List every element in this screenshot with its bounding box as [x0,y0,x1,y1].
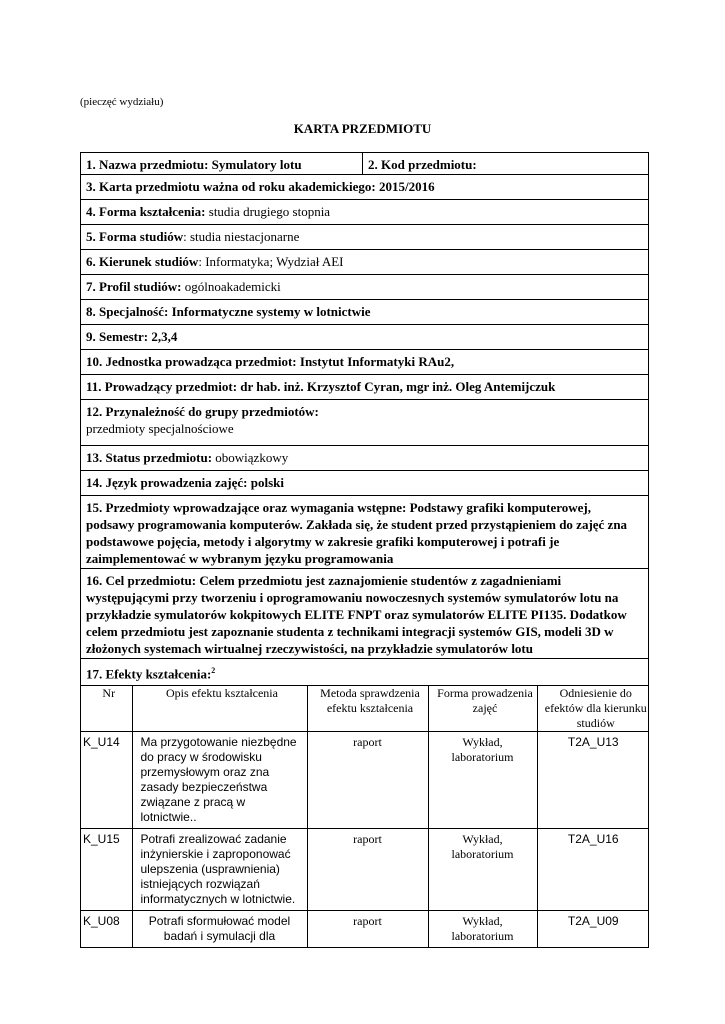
cell-forma: Wykład, laboratorium [428,911,537,948]
field-semester: 9. Semestr: 2,3,4 [81,325,649,350]
row-field-of-study [81,250,649,275]
cell-odniesienie: T2A_U09 [537,911,649,948]
row-status [81,446,649,471]
cell-metoda: raport [307,911,428,948]
cell-forma: Wykład, laboratorium [428,829,537,911]
footnote-marker: 2 [211,666,216,675]
field-label: 12. Przynależność do grupy przedmiotów: [86,404,319,419]
row-prerequisites [81,496,649,569]
field-value: : Informatyka; Wydział AEI [198,254,344,269]
col-header-metoda: Metoda sprawdzenia efektu kształcenia [307,686,428,732]
row-study-form [81,225,649,250]
field-profile [81,275,649,300]
document-title: KARTA PRZEDMIOTU [293,121,432,136]
field-value: studia drugiego stopnia [208,204,331,219]
effects-table [81,685,649,948]
cell-nr: K_U14 [81,732,132,829]
field-label: 4. Forma kształcenia: [86,204,206,219]
cell-nr: K_U08 [81,911,132,948]
cell-opis: Potrafi zrealizować zadanie inżynierskie i zaproponować ulepszenia (usprawnienia) istniejących rozwiązań informatycznych w lotnictwie. [132,829,307,911]
cell-forma: Wykład, laboratorium [428,732,537,829]
field-study-form [81,225,649,250]
field-value: obowiązkowy [215,450,289,465]
effects-title-text: 17. Efekty kształcenia: [86,666,212,682]
field-label: 5. Forma studiów [86,229,184,244]
field-label: 7. Profil studiów: [86,279,182,294]
effects-cell [81,659,649,948]
row-group [81,400,649,446]
field-course-name: 1. Nazwa przedmiotu: Symulatory lotu [81,153,363,175]
effects-header-row [81,686,649,732]
table-row [81,829,649,911]
col-header-odniesienie: Odniesienie do efektów dla kierunku studiów [537,686,649,732]
row-specialty [81,300,649,325]
field-value: : studia niestacjonarne [183,229,300,244]
row-lecturer [81,375,649,400]
cell-metoda: raport [307,829,428,911]
field-status [81,446,649,471]
table-row [81,732,649,829]
field-unit: 10. Jednostka prowadząca przedmiot: Instytut Informatyki RAu2, [81,350,649,375]
cell-opis: Ma przygotowanie niezbędne do pracy w środowisku przemysłowym oraz zna zasady bezpieczeństwa związane z pracą w lotnictwie.. [132,732,307,829]
row-course-goal [81,569,649,659]
cell-opis: Potrafi sformułować model badań i symulacji dla [132,911,307,948]
field-valid-year: 3. Karta przedmiotu ważna od roku akademickiego: 2015/2016 [81,175,649,200]
field-group [81,400,649,446]
field-education-form [81,200,649,225]
field-value: przedmioty specjalnościowe [86,421,234,436]
row-language [81,471,649,496]
field-course-goal: 16. Cel przedmiotu: Celem przedmiotu jest zaznajomienie studentów z zagadnieniami występującymi przy tworzeniu i oprogramowaniu nowoczesnych systemów symulatorów lotu na przykładzie symulatorów kokpitowych ELITE FNPT oraz symulatorów ELITE PI135. Dodatkow celem przedmiotu jest zapoznanie studenta z technikami integracji systemów GIS, modeli 3D w złożonych systemach wirtualnej rzeczywistości, na przykładzie symulatorów lotu [81,569,649,659]
row-name-code [81,153,649,175]
col-header-forma: Forma prowadzenia zajęć [428,686,537,732]
table-row [81,911,649,948]
cell-odniesienie: T2A_U13 [537,732,649,829]
course-card-table [80,152,649,948]
field-value: ogólnoakademicki [184,279,281,294]
field-field-of-study [81,250,649,275]
col-header-opis: Opis efektu kształcenia [132,686,307,732]
field-specialty: 8. Specjalność: Informatyczne systemy w lotnictwie [81,300,649,325]
effects-title [81,659,648,685]
row-unit [81,350,649,375]
field-label: 6. Kierunek studiów [86,254,199,269]
field-language: 14. Język prowadzenia zajęć: polski [81,471,649,496]
row-education-form [81,200,649,225]
cell-odniesienie: T2A_U16 [537,829,649,911]
stamp-label: (pieczęć wydziału) [80,96,164,108]
row-valid-year [81,175,649,200]
field-lecturer: 11. Prowadzący przedmiot: dr hab. inż. Krzysztof Cyran, mgr inż. Oleg Antemijczuk [81,375,649,400]
field-label: 13. Status przedmiotu: [86,450,213,465]
cell-metoda: raport [307,732,428,829]
field-prerequisites: 15. Przedmioty wprowadzające oraz wymagania wstępne: Podstawy grafiki komputerowej, podsawy programowania komputerów. Zakłada się, że student przed przystąpieniem do zajęć zna podstawowe pojęcia, metody i algorytmy w zakresie grafiki komputerowej i potrafi je zaimplementować w wybranym języku programowania [81,496,649,569]
cell-nr: K_U15 [81,829,132,911]
col-header-nr: Nr [81,686,132,732]
field-course-code: 2. Kod przedmiotu: [363,153,649,175]
row-profile [81,275,649,300]
row-effects [81,659,649,948]
row-semester [81,325,649,350]
